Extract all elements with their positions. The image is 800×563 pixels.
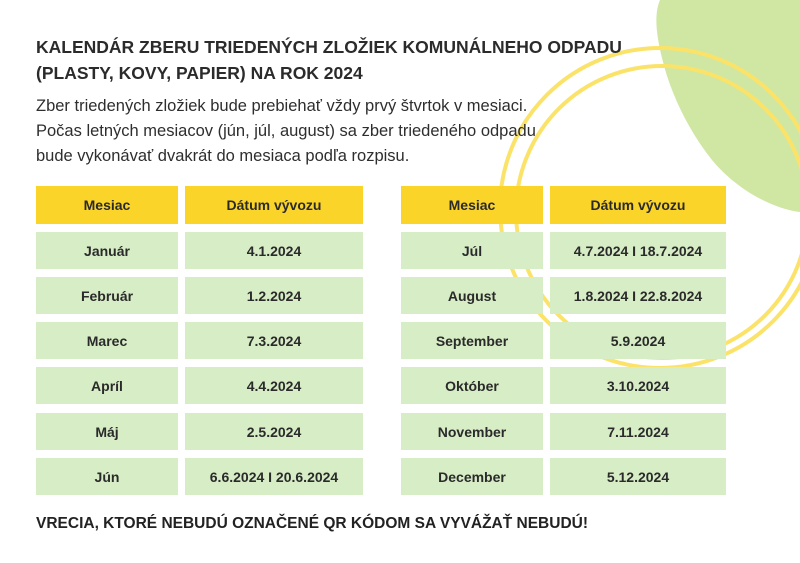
row-month: Október	[401, 367, 543, 404]
row-date: 5.9.2024	[550, 322, 726, 359]
row-month: August	[401, 277, 543, 314]
row-date: 5.12.2024	[550, 458, 726, 495]
header-date: Dátum vývozu	[550, 186, 726, 224]
row-date: 7.3.2024	[185, 322, 363, 359]
row-month: Apríl	[36, 367, 178, 404]
row-month: December	[401, 458, 543, 495]
row-date: 7.11.2024	[550, 413, 726, 450]
row-date: 6.6.2024 I 20.6.2024	[185, 458, 363, 495]
row-date: 1.2.2024	[185, 277, 363, 314]
intro-text	[36, 94, 656, 169]
row-month: September	[401, 322, 543, 359]
page-title	[36, 34, 676, 86]
row-date: 4.4.2024	[185, 367, 363, 404]
row-month: Jún	[36, 458, 178, 495]
footer-warning: VRECIA, KTORÉ NEBUDÚ OZNAČENÉ QR KÓDOM SA VYVÁŽAŤ NEBUDÚ!	[36, 515, 588, 532]
row-month: Júl	[401, 232, 543, 269]
header-month: Mesiac	[401, 186, 543, 224]
row-month: Január	[36, 232, 178, 269]
intro-line: Zber triedených zložiek bude prebiehať vždy prvý štvrtok v mesiaci.	[36, 97, 528, 115]
row-date: 1.8.2024 I 22.8.2024	[550, 277, 726, 314]
intro-line: bude vykonávať dvakrát do mesiaca podľa rozpisu.	[36, 147, 410, 165]
title-line-2: (PLASTY, KOVY, PAPIER) NA ROK 2024	[36, 63, 363, 83]
row-date: 4.1.2024	[185, 232, 363, 269]
intro-line: Počas letných mesiacov (jún, júl, august) sa zber triedeného odpadu	[36, 122, 536, 140]
row-month: Marec	[36, 322, 178, 359]
row-date: 3.10.2024	[550, 367, 726, 404]
header-month: Mesiac	[36, 186, 178, 224]
row-month: Február	[36, 277, 178, 314]
title-line-1: KALENDÁR ZBERU TRIEDENÝCH ZLOŽIEK KOMUNÁLNEHO ODPADU	[36, 37, 622, 57]
header-date: Dátum vývozu	[185, 186, 363, 224]
row-month: Máj	[36, 413, 178, 450]
row-date: 2.5.2024	[185, 413, 363, 450]
row-date: 4.7.2024 I 18.7.2024	[550, 232, 726, 269]
row-month: November	[401, 413, 543, 450]
